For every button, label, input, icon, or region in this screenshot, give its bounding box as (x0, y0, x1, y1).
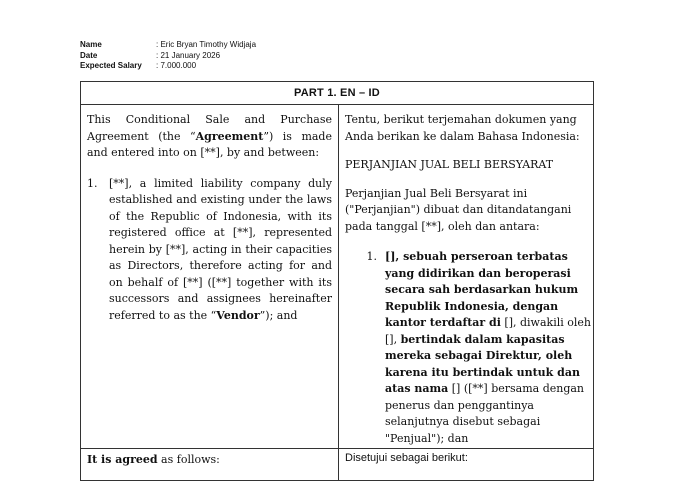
name-value: : Eric Bryan Timothy Widjaja (156, 40, 257, 49)
date-row (80, 51, 256, 62)
item-text-a: [**], a limited liability company duly established and existing under the laws of the Republic of Indonesia, with its registered office at [**], represented herein by [**], acting in their capacities as Directors, therefore acting for and on behalf of [**] ([**] together with its successors and assignees hereinafter referred to as the “ (109, 176, 332, 322)
salary-row (80, 61, 256, 72)
english-intro (87, 112, 332, 162)
salary-label: Expected Salary (80, 61, 142, 70)
translation-list-item-1 (345, 249, 591, 447)
name-row (80, 40, 256, 51)
translation-table (80, 81, 594, 481)
english-item-text (109, 176, 332, 325)
candidate-header (80, 40, 256, 72)
intro-text-a: This Conditional Sale and Purchase Agreement (the “ (87, 113, 332, 143)
list-number: 1. (87, 176, 98, 190)
indonesian-translation-cell[interactable] (345, 112, 591, 447)
intro-text-c: ”) is made and entered into on [**], by and between: (87, 129, 332, 159)
item-text-d: [] ([**] bersama dengan penerus dan penggantinya selanjutnya disebut sebagai "Penjual"); dan (385, 382, 585, 445)
translation-paragraph: Perjanjian Jual Beli Bersyarat ini ("Perjanjian") dibuat dan ditandatangani pada tanggal [**], oleh dan antara: (345, 186, 572, 233)
translation-item-text (385, 249, 591, 447)
item-text-b: [], diwakili oleh [], (385, 316, 591, 346)
date-value: : 21 January 2026 (156, 50, 221, 60)
agreed-bold: It is agreed (87, 453, 158, 466)
english-source-cell[interactable] (87, 112, 332, 324)
english-agreed-clause (87, 453, 220, 467)
column-divider (338, 104, 339, 480)
row-divider (81, 448, 593, 449)
translation-heading: PERJANJIAN JUAL BELI BERSYARAT (345, 158, 554, 171)
list-number: 1. (366, 250, 377, 263)
item-text-c: ”); and (259, 308, 298, 322)
agreement-term: Agreement (195, 129, 264, 143)
english-list-item-1 (87, 176, 332, 325)
agreed-text: as follows: (157, 453, 220, 466)
item-bold-c: bertindak dalam kapasitas mereka sebagai Direktur, oleh karena itu bertindak untuk dan atas nama (385, 332, 580, 395)
vendor-term: Vendor (216, 308, 260, 322)
name-label: Name (80, 40, 102, 49)
salary-value: : 7.000.000 (156, 61, 197, 70)
translation-agreed-clause: Disetujui sebagai berikut: (345, 452, 468, 464)
translation-intro: Tentu, berikut terjemahan dokumen yang Anda berikan ke dalam Bahasa Indonesia: (345, 113, 580, 143)
item-bold-a: [], sebuah perseroan terbatas yang didirikan dan beroperasi secara sah berdasarkan hukum Republik Indonesia, dengan kantor terdaftar di (385, 250, 579, 329)
date-label: Date (80, 50, 98, 60)
table-title: PART 1. EN – ID (81, 82, 593, 105)
